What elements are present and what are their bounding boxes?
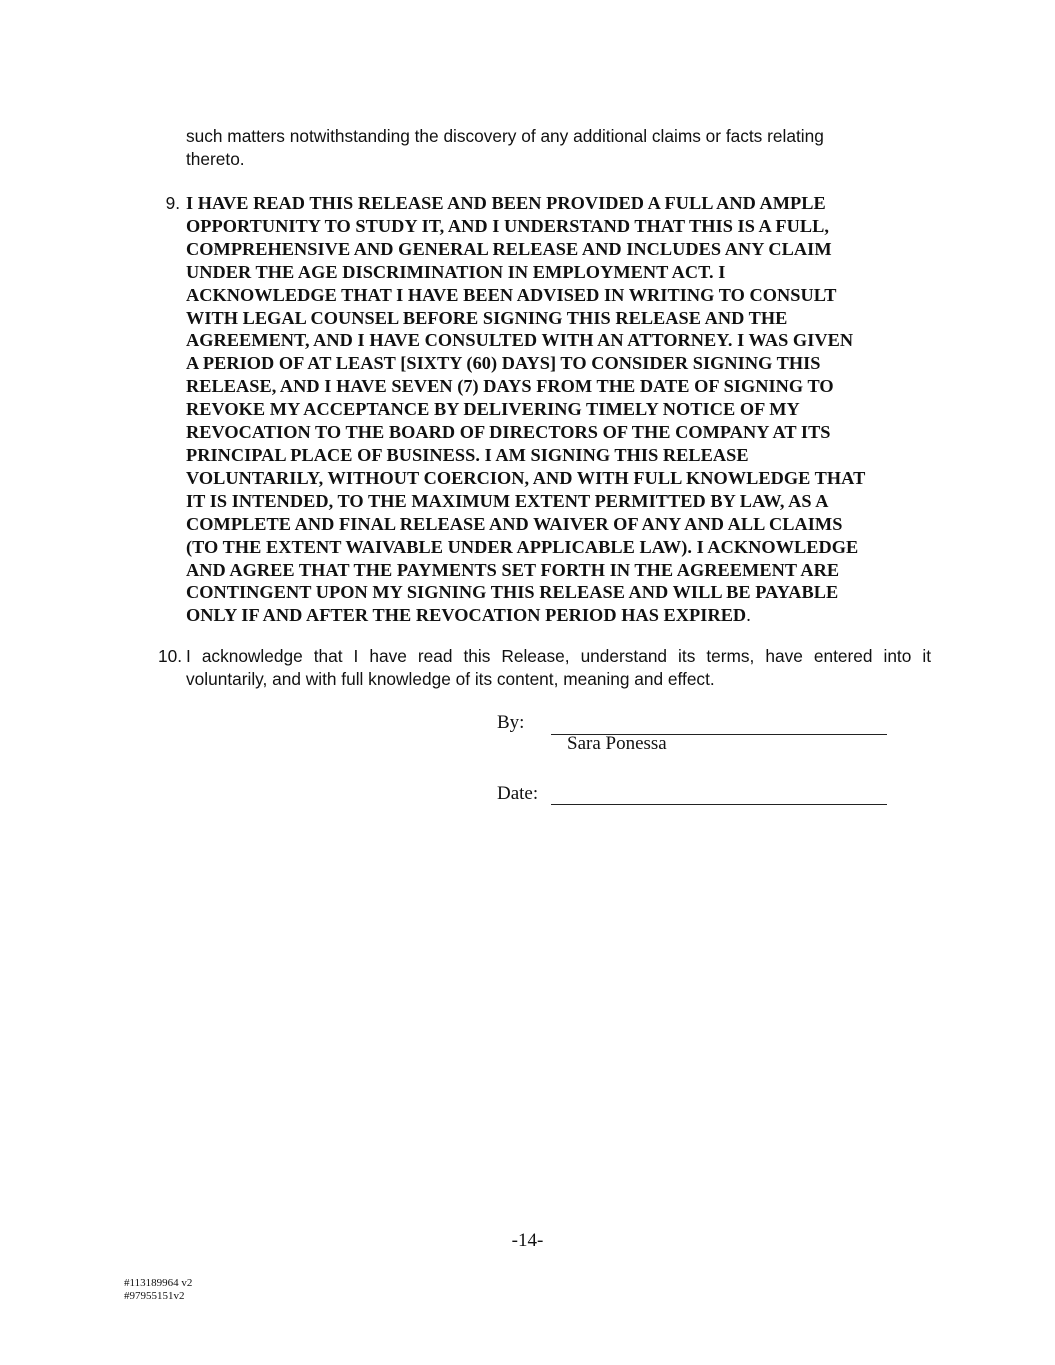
clause-9-line: UNDER THE AGE DISCRIMINATION IN EMPLOYMENT ACT. I	[186, 261, 726, 282]
page-number: -14-	[511, 1230, 544, 1251]
clause-10-number: 10.	[157, 646, 182, 666]
clause-9-line: VOLUNTARILY, WITHOUT COERCION, AND WITH FULL KNOWLEDGE THAT	[186, 467, 866, 488]
continuation-line: thereto.	[186, 148, 245, 169]
clause-10-line: voluntarily, and with full knowledge of its content, meaning and effect.	[186, 668, 715, 689]
clause-9-line: COMPLETE AND FINAL RELEASE AND WAIVER OF ANY AND ALL CLAIMS	[186, 513, 843, 534]
clause-9-line: WITH LEGAL COUNSEL BEFORE SIGNING THIS RELEASE AND THE	[186, 307, 788, 328]
clause-10-text	[186, 645, 931, 690]
document-id: #97955151v2	[124, 1290, 185, 1302]
clause-9-line: CONTINGENT UPON MY SIGNING THIS RELEASE AND WILL BE PAYABLE	[186, 582, 839, 603]
clause-9-line: REVOKE MY ACCEPTANCE BY DELIVERING TIMELY NOTICE OF MY	[186, 399, 800, 420]
clause-9-line: A PERIOD OF AT LEAST [SIXTY (60) DAYS] TO CONSIDER SIGNING THIS	[186, 353, 821, 374]
clause-9-line: PRINCIPAL PLACE OF BUSINESS. I AM SIGNING THIS RELEASE	[186, 444, 749, 465]
clause-9-line: REVOCATION TO THE BOARD OF DIRECTORS OF THE COMPANY AT ITS	[186, 422, 831, 443]
clause-9-line: (TO THE EXTENT WAIVABLE UNDER APPLICABLE LAW). I ACKNOWLEDGE	[186, 536, 859, 557]
clause-9-period: .	[746, 605, 751, 626]
clause-9-line: COMPREHENSIVE AND GENERAL RELEASE AND INCLUDES ANY CLAIM	[186, 238, 832, 259]
clause-9-line: IT IS INTENDED, TO THE MAXIMUM EXTENT PERMITTED BY LAW, AS A	[186, 490, 829, 511]
clause-9-line: ACKNOWLEDGE THAT I HAVE BEEN ADVISED IN WRITING TO CONSULT	[186, 284, 837, 305]
continuation-paragraph	[186, 125, 931, 170]
clause-9-line: RELEASE, AND I HAVE SEVEN (7) DAYS FROM THE DATE OF SIGNING TO	[186, 376, 834, 397]
date-label: Date:	[497, 783, 539, 804]
clause-9-line: AND AGREE THAT THE PAYMENTS SET FORTH IN THE AGREEMENT ARE	[186, 559, 840, 580]
clause-9-last-line	[186, 604, 931, 627]
date-line[interactable]	[551, 804, 887, 805]
clause-9-line: ONLY IF AND AFTER THE REVOCATION PERIOD HAS EXPIRED	[186, 605, 747, 626]
clause-10-line: I acknowledge that I have read this Release, understand its terms, have entered into it	[186, 646, 931, 666]
clause-9-line: OPPORTUNITY TO STUDY IT, AND I UNDERSTAND THAT THIS IS A FULL,	[186, 215, 829, 236]
continuation-line: such matters notwithstanding the discovery of any additional claims or facts relating	[186, 126, 824, 146]
clause-9	[165, 192, 931, 627]
clause-9-line: I HAVE READ THIS RELEASE AND BEEN PROVIDED A FULL AND AMPLE	[186, 193, 826, 213]
clause-9-text	[186, 192, 931, 627]
document-id: #113189964 v2	[124, 1277, 193, 1289]
clause-9-line: AGREEMENT, AND I HAVE CONSULTED WITH AN ATTORNEY. I WAS GIVEN	[186, 330, 854, 351]
signer-name: Sara Ponessa	[567, 733, 667, 754]
clause-10	[157, 645, 931, 690]
by-label: By:	[497, 712, 525, 733]
clause-9-number: 9.	[165, 193, 180, 213]
